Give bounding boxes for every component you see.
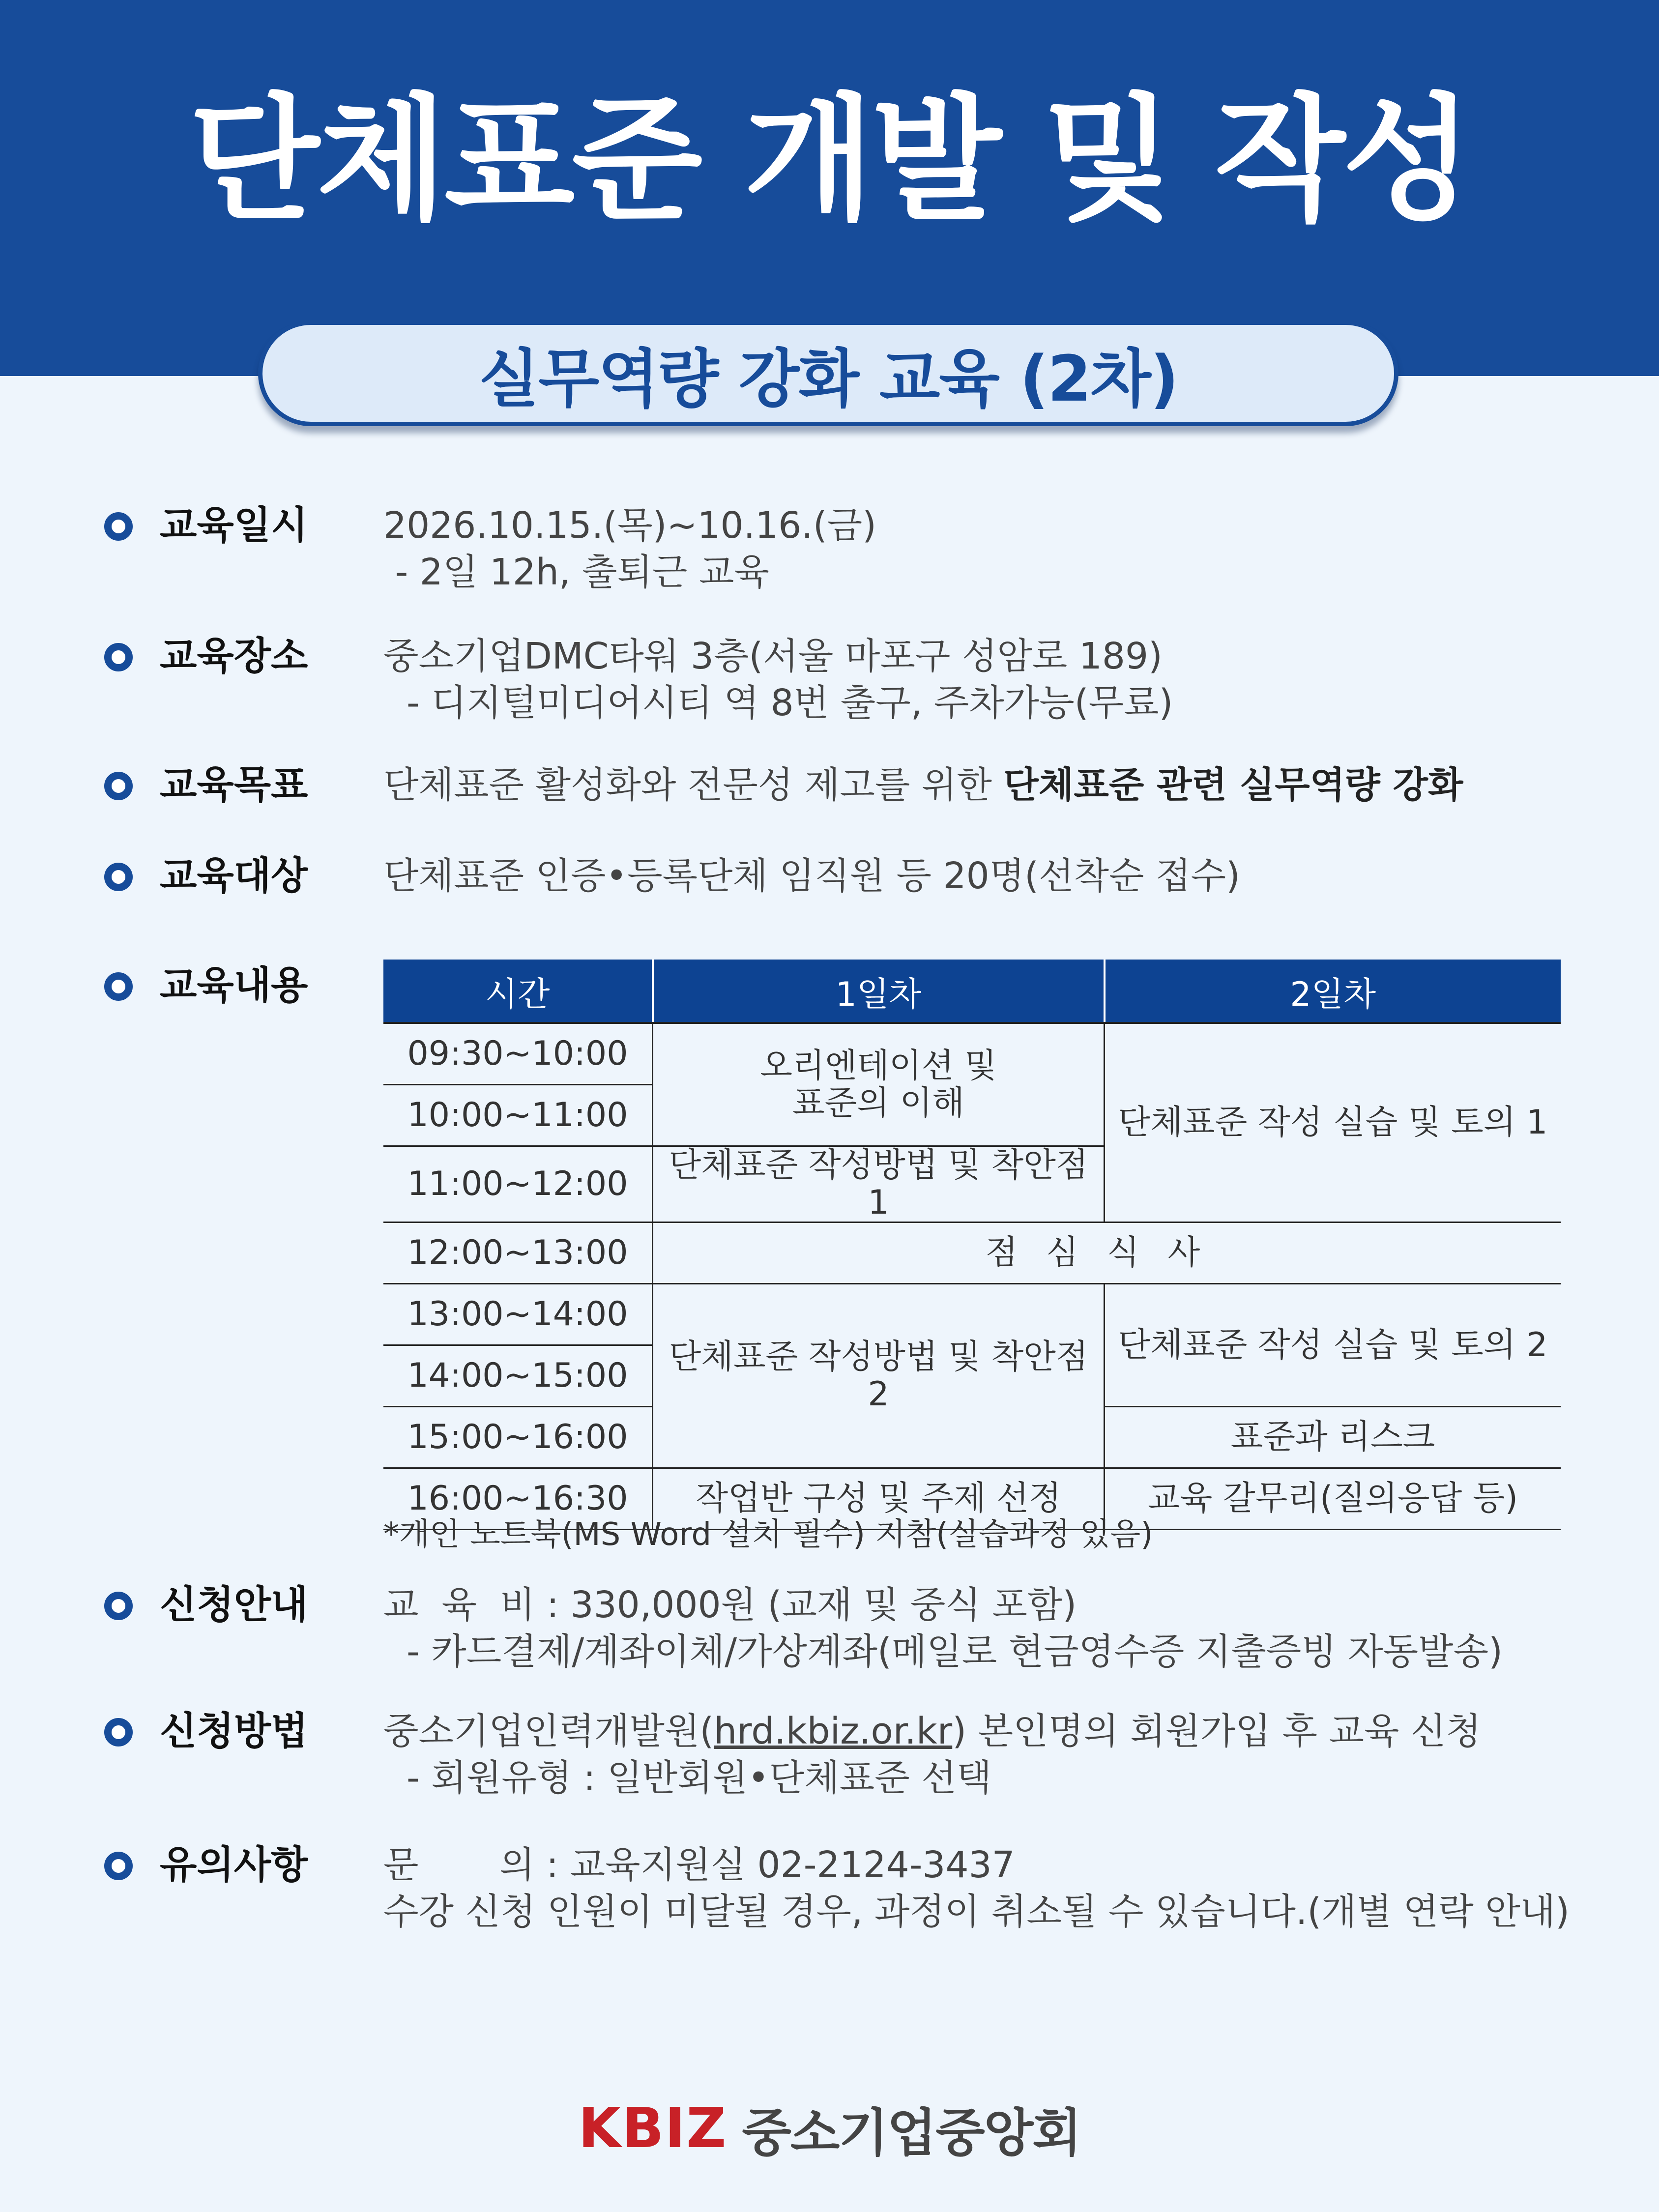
label-apply-method: 신청방법 — [160, 1709, 308, 1753]
org-name: 중소기업중앙회 — [742, 2103, 1081, 2163]
time-cell: 15:00~16:00 — [383, 1407, 653, 1468]
bullet-icon — [104, 1852, 133, 1880]
registration-link[interactable]: hrd.kbiz.or.kr — [714, 1710, 953, 1752]
goal-bold-text: 단체표준 관련 실무역량 강화 — [1003, 764, 1463, 806]
place-line1: 중소기업DMC타워 3층(서울 마포구 성암로 189) — [383, 635, 1163, 677]
content-apply-method — [383, 1708, 1481, 1802]
footer-logo — [0, 2092, 1659, 2165]
label-target: 교육대상 — [160, 854, 308, 898]
content-date — [383, 502, 876, 596]
date-line1: 2026.10.15.(목)~10.16.(금) — [383, 504, 877, 547]
payment-line: - 카드결제/계좌이체/가상계좌(메일로 현금영수증 지출증빙 자동발송) — [383, 1630, 1503, 1673]
time-cell: 12:00~13:00 — [383, 1222, 653, 1284]
bullet-icon — [104, 863, 133, 891]
content-notes — [383, 1842, 1570, 1935]
kbiz-logo: KBIZ — [578, 2096, 728, 2160]
bullet-icon — [104, 772, 133, 800]
day1-method-1: 단체표준 작성방법 및 착안점 1 — [653, 1146, 1105, 1222]
page-title: 단체표준 개발 및 작성 — [189, 81, 1470, 238]
content-place — [383, 633, 1173, 727]
content-goal — [383, 762, 1463, 809]
time-cell: 14:00~15:00 — [383, 1345, 653, 1407]
time-cell: 09:30~10:00 — [383, 1023, 653, 1085]
lunch-cell: 점심식사 — [653, 1222, 1561, 1284]
bullet-icon — [104, 643, 133, 671]
day2-risk: 표준과 리스크 — [1105, 1407, 1561, 1468]
day1-team: 작업반 구성 및 주제 선정 — [653, 1468, 1105, 1530]
label-goal: 교육목표 — [160, 763, 308, 807]
time-cell: 16:00~16:30 — [383, 1468, 653, 1530]
day1-method-2: 단체표준 작성방법 및 착안점 2 — [653, 1284, 1105, 1468]
apply-line1 — [383, 1708, 1481, 1755]
date-line2: - 2일 12h, 출퇴근 교육 — [383, 551, 769, 593]
label-apply-info: 신청안내 — [160, 1583, 308, 1627]
header-time: 시간 — [383, 960, 653, 1023]
day1-orientation — [653, 1023, 1105, 1146]
table-row — [383, 1023, 1561, 1085]
time-cell: 10:00~11:00 — [383, 1085, 653, 1146]
cancel-notice-line: 수강 신청 인원이 미달될 경우, 과정이 취소될 수 있습니다.(개별 연락 안내) — [383, 1891, 1570, 1933]
contact-line: 문 의 : 교육지원실 02-2124-3437 — [383, 1844, 1015, 1886]
bullet-icon — [104, 512, 133, 541]
time-cell: 13:00~14:00 — [383, 1284, 653, 1345]
bullet-icon — [104, 972, 133, 1001]
schedule-table — [383, 960, 1561, 1530]
fee-line: 교 육 비 : 330,000원 (교재 및 중식 포함) — [383, 1584, 1077, 1626]
label-notes: 유의사항 — [160, 1843, 308, 1887]
day2-practice-2: 단체표준 작성 실습 및 토의 2 — [1105, 1284, 1561, 1407]
member-type-line: - 회원유형 : 일반회원•단체표준 선택 — [383, 1757, 992, 1799]
table-row — [383, 1222, 1561, 1284]
apply-line1-pre: 중소기업인력개발원( — [383, 1710, 714, 1752]
bullet-icon — [104, 1592, 133, 1620]
label-date: 교육일시 — [160, 503, 308, 548]
content-apply-info — [383, 1582, 1503, 1675]
day2-closing: 교육 갈무리(질의응답 등) — [1105, 1468, 1561, 1530]
day2-practice-1: 단체표준 작성 실습 및 토의 1 — [1105, 1023, 1561, 1222]
header-day2: 2일차 — [1105, 960, 1561, 1023]
laptop-note: *개인 노트북(MS Word 설치 필수) 지참(실습과정 있음) — [383, 1516, 1153, 1553]
table-header-row — [383, 960, 1561, 1023]
label-contents: 교육내용 — [160, 963, 308, 1008]
bullet-icon — [104, 1718, 133, 1746]
subtitle-text: 실무역량 강화 교육 (2차) — [478, 342, 1178, 416]
header-day1: 1일차 — [653, 960, 1105, 1023]
table-row — [383, 1284, 1561, 1345]
apply-line1-post: ) 본인명의 회원가입 후 교육 신청 — [952, 1710, 1481, 1752]
orientation-line1: 오리엔테이션 및 — [760, 1046, 997, 1085]
subtitle-pill — [258, 320, 1398, 426]
orientation-line2: 표준의 이해 — [792, 1083, 965, 1123]
time-cell: 11:00~12:00 — [383, 1146, 653, 1222]
place-line2: - 디지털미디어시티 역 8번 출구, 주차가능(무료) — [383, 682, 1173, 724]
label-place: 교육장소 — [160, 634, 308, 678]
content-target: 단체표준 인증•등록단체 임직원 등 20명(선착순 접수) — [383, 855, 1240, 897]
goal-text: 단체표준 활성화와 전문성 제고를 위한 — [383, 764, 1004, 806]
